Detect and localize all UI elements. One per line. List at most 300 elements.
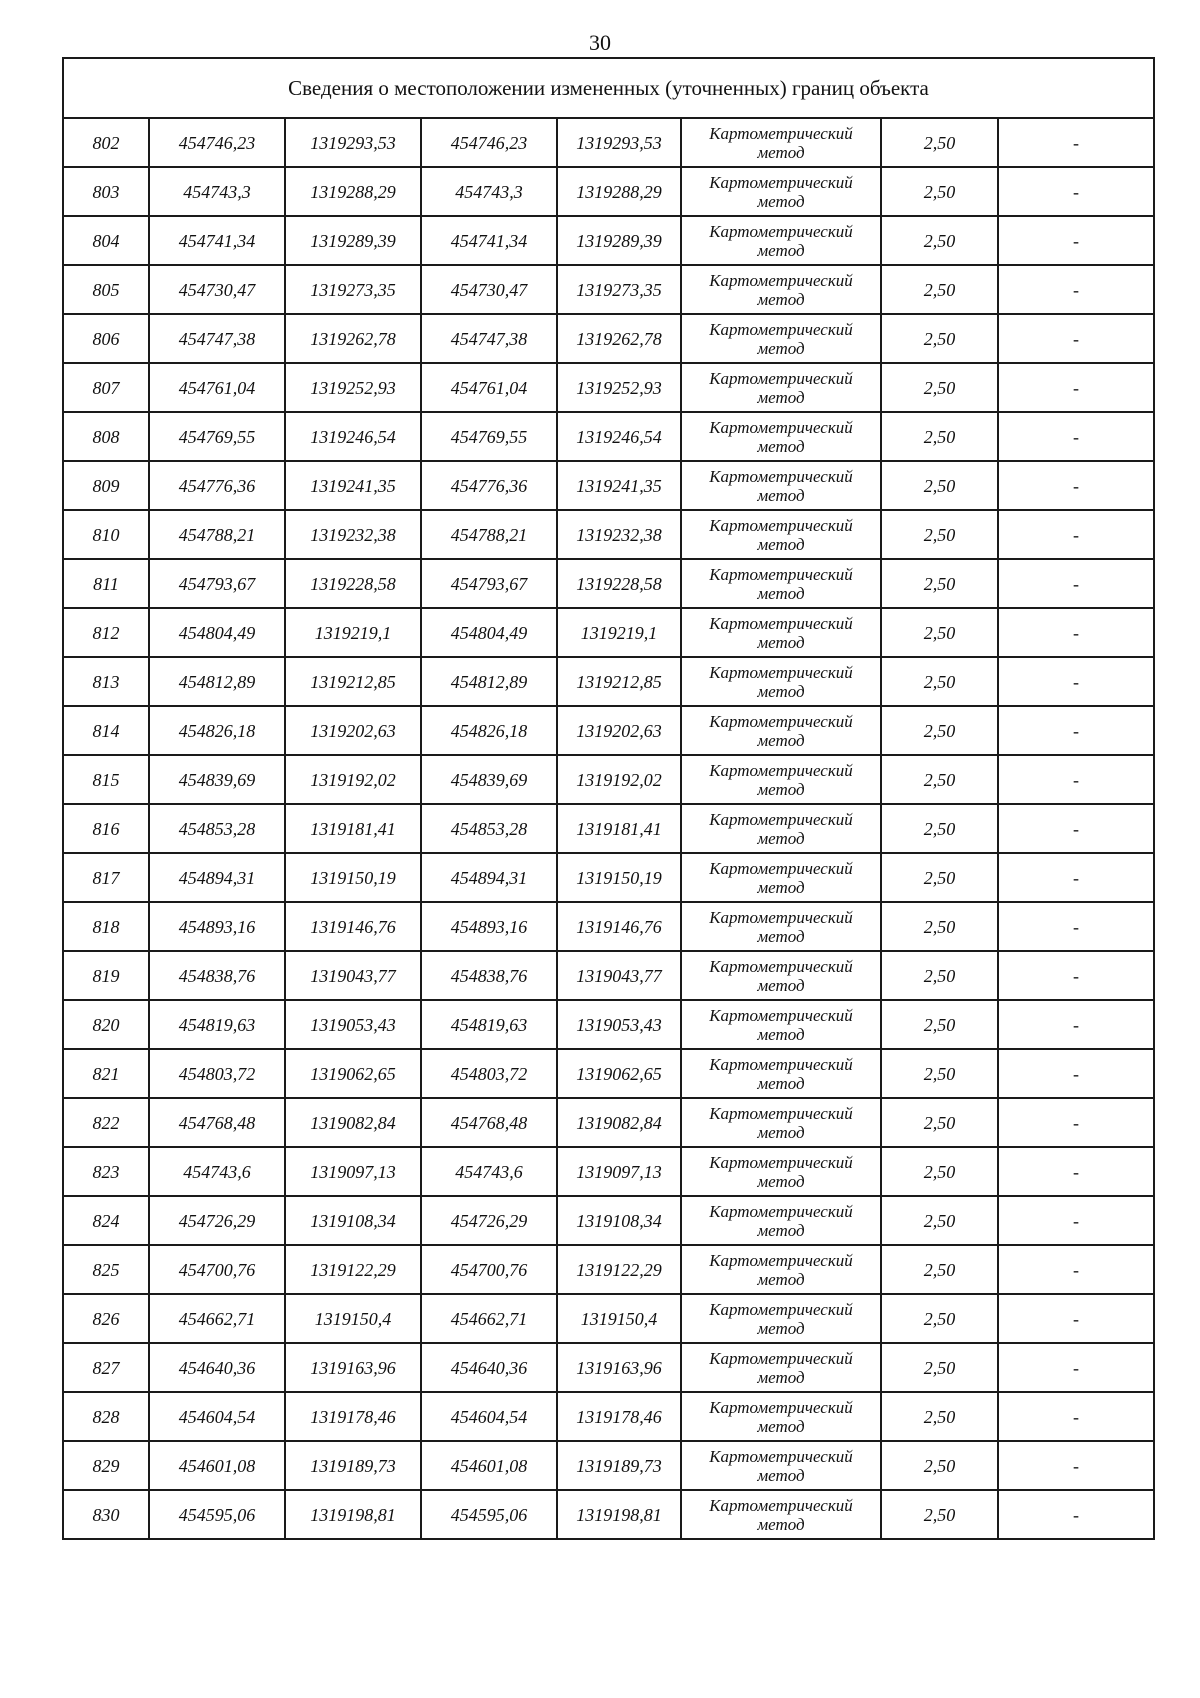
refined-y-cell: 1319163,96: [557, 1343, 681, 1392]
method-cell: [681, 755, 881, 804]
refined-y-cell: 1319062,65: [557, 1049, 681, 1098]
existing-y-cell: 1319097,13: [285, 1147, 421, 1196]
point-number-cell: 813: [63, 657, 149, 706]
point-number-cell: 825: [63, 1245, 149, 1294]
method-line-1: Картометрический: [709, 466, 853, 486]
method-line-1: Картометрический: [709, 1054, 853, 1074]
table-body: [63, 118, 1154, 1539]
existing-y-cell: 1319150,4: [285, 1294, 421, 1343]
refined-y-cell: 1319219,1: [557, 608, 681, 657]
method-line-2: метод: [757, 1171, 805, 1191]
accuracy-cell: 2,50: [881, 902, 998, 951]
existing-x-cell: 454788,21: [149, 510, 285, 559]
table-row: [63, 363, 1154, 412]
existing-x-cell: 454776,36: [149, 461, 285, 510]
method-line-2: метод: [757, 1269, 805, 1289]
refined-y-cell: 1319082,84: [557, 1098, 681, 1147]
method-cell: [681, 265, 881, 314]
method-cell: [681, 853, 881, 902]
refined-y-cell: 1319150,4: [557, 1294, 681, 1343]
existing-y-cell: 1319122,29: [285, 1245, 421, 1294]
table-row: [63, 1098, 1154, 1147]
method-line-2: метод: [757, 1367, 805, 1387]
existing-x-cell: 454595,06: [149, 1490, 285, 1539]
existing-x-cell: 454730,47: [149, 265, 285, 314]
refined-x-cell: 454838,76: [421, 951, 557, 1000]
point-number-cell: 819: [63, 951, 149, 1000]
point-number-cell: 809: [63, 461, 149, 510]
accuracy-cell: 2,50: [881, 755, 998, 804]
description-cell: -: [998, 1147, 1154, 1196]
refined-y-cell: 1319273,35: [557, 265, 681, 314]
point-number-cell: 806: [63, 314, 149, 363]
table-row: [63, 1147, 1154, 1196]
refined-x-cell: 454839,69: [421, 755, 557, 804]
point-number-cell: 824: [63, 1196, 149, 1245]
method-line-2: метод: [757, 779, 805, 799]
description-cell: -: [998, 363, 1154, 412]
existing-x-cell: 454604,54: [149, 1392, 285, 1441]
existing-y-cell: 1319062,65: [285, 1049, 421, 1098]
method-cell: [681, 1294, 881, 1343]
method-cell: [681, 1098, 881, 1147]
point-number-cell: 826: [63, 1294, 149, 1343]
table-row: [63, 657, 1154, 706]
method-line-1: Картометрический: [709, 956, 853, 976]
point-number-cell: 822: [63, 1098, 149, 1147]
accuracy-cell: 2,50: [881, 265, 998, 314]
point-number-cell: 802: [63, 118, 149, 167]
table-row: [63, 314, 1154, 363]
table-row: [63, 608, 1154, 657]
existing-x-cell: 454746,23: [149, 118, 285, 167]
refined-y-cell: 1319150,19: [557, 853, 681, 902]
table-row: [63, 265, 1154, 314]
table-row: [63, 1343, 1154, 1392]
refined-y-cell: 1319232,38: [557, 510, 681, 559]
description-cell: -: [998, 1392, 1154, 1441]
existing-x-cell: 454819,63: [149, 1000, 285, 1049]
table-row: [63, 1196, 1154, 1245]
method-cell: [681, 1049, 881, 1098]
point-number-cell: 823: [63, 1147, 149, 1196]
description-cell: -: [998, 1441, 1154, 1490]
method-line-2: метод: [757, 240, 805, 260]
method-line-1: Картометрический: [709, 1005, 853, 1025]
description-cell: -: [998, 608, 1154, 657]
table-row: [63, 412, 1154, 461]
method-cell: [681, 510, 881, 559]
method-line-2: метод: [757, 877, 805, 897]
accuracy-cell: 2,50: [881, 853, 998, 902]
method-cell: [681, 412, 881, 461]
existing-y-cell: 1319192,02: [285, 755, 421, 804]
table-row: [63, 118, 1154, 167]
existing-x-cell: 454662,71: [149, 1294, 285, 1343]
existing-y-cell: 1319202,63: [285, 706, 421, 755]
table-row: [63, 1392, 1154, 1441]
refined-x-cell: 454803,72: [421, 1049, 557, 1098]
method-line-2: метод: [757, 1318, 805, 1338]
existing-x-cell: 454769,55: [149, 412, 285, 461]
method-line-2: метод: [757, 632, 805, 652]
description-cell: -: [998, 951, 1154, 1000]
accuracy-cell: 2,50: [881, 1147, 998, 1196]
method-line-1: Картометрический: [709, 858, 853, 878]
point-number-cell: 812: [63, 608, 149, 657]
refined-y-cell: 1319192,02: [557, 755, 681, 804]
method-cell: [681, 706, 881, 755]
existing-y-cell: 1319288,29: [285, 167, 421, 216]
refined-x-cell: 454726,29: [421, 1196, 557, 1245]
existing-y-cell: 1319232,38: [285, 510, 421, 559]
method-line-2: метод: [757, 1024, 805, 1044]
refined-x-cell: 454776,36: [421, 461, 557, 510]
table-row: [63, 559, 1154, 608]
accuracy-cell: 2,50: [881, 412, 998, 461]
existing-x-cell: 454761,04: [149, 363, 285, 412]
table-row: [63, 804, 1154, 853]
method-line-2: метод: [757, 1073, 805, 1093]
description-cell: -: [998, 461, 1154, 510]
method-line-1: Картометрический: [709, 368, 853, 388]
refined-y-cell: 1319262,78: [557, 314, 681, 363]
table-row: [63, 167, 1154, 216]
method-cell: [681, 1392, 881, 1441]
refined-y-cell: 1319122,29: [557, 1245, 681, 1294]
table-row: [63, 461, 1154, 510]
refined-y-cell: 1319212,85: [557, 657, 681, 706]
refined-y-cell: 1319228,58: [557, 559, 681, 608]
existing-x-cell: 454747,38: [149, 314, 285, 363]
description-cell: -: [998, 1049, 1154, 1098]
existing-x-cell: 454741,34: [149, 216, 285, 265]
point-number-cell: 807: [63, 363, 149, 412]
refined-x-cell: 454601,08: [421, 1441, 557, 1490]
boundary-coordinates-table: [62, 57, 1155, 1540]
description-cell: -: [998, 804, 1154, 853]
existing-y-cell: 1319150,19: [285, 853, 421, 902]
refined-y-cell: 1319289,39: [557, 216, 681, 265]
existing-y-cell: 1319273,35: [285, 265, 421, 314]
table-row: [63, 216, 1154, 265]
point-number-cell: 808: [63, 412, 149, 461]
existing-x-cell: 454601,08: [149, 1441, 285, 1490]
existing-y-cell: 1319212,85: [285, 657, 421, 706]
table-row: [63, 706, 1154, 755]
method-line-1: Картометрический: [709, 760, 853, 780]
method-line-1: Картометрический: [709, 809, 853, 829]
existing-y-cell: 1319219,1: [285, 608, 421, 657]
method-line-2: метод: [757, 485, 805, 505]
refined-x-cell: 454730,47: [421, 265, 557, 314]
refined-y-cell: 1319178,46: [557, 1392, 681, 1441]
accuracy-cell: 2,50: [881, 804, 998, 853]
method-line-1: Картометрический: [709, 1397, 853, 1417]
method-line-2: метод: [757, 583, 805, 603]
point-number-cell: 821: [63, 1049, 149, 1098]
point-number-cell: 818: [63, 902, 149, 951]
existing-y-cell: 1319189,73: [285, 1441, 421, 1490]
table-row: [63, 902, 1154, 951]
page-number: 30: [589, 30, 611, 55]
refined-y-cell: 1319241,35: [557, 461, 681, 510]
description-cell: -: [998, 314, 1154, 363]
existing-x-cell: 454793,67: [149, 559, 285, 608]
method-line-1: Картометрический: [709, 662, 853, 682]
point-number-cell: 815: [63, 755, 149, 804]
method-line-1: Картометрический: [709, 1250, 853, 1270]
method-line-1: Картометрический: [709, 1103, 853, 1123]
accuracy-cell: 2,50: [881, 314, 998, 363]
existing-y-cell: 1319293,53: [285, 118, 421, 167]
refined-y-cell: 1319198,81: [557, 1490, 681, 1539]
method-line-2: метод: [757, 926, 805, 946]
accuracy-cell: 2,50: [881, 118, 998, 167]
existing-y-cell: 1319289,39: [285, 216, 421, 265]
method-line-1: Картометрический: [709, 1152, 853, 1172]
method-line-1: Картометрический: [709, 319, 853, 339]
accuracy-cell: 2,50: [881, 706, 998, 755]
point-number-cell: 816: [63, 804, 149, 853]
method-cell: [681, 363, 881, 412]
accuracy-cell: 2,50: [881, 1294, 998, 1343]
existing-y-cell: 1319146,76: [285, 902, 421, 951]
description-cell: -: [998, 412, 1154, 461]
method-cell: [681, 314, 881, 363]
refined-y-cell: 1319146,76: [557, 902, 681, 951]
refined-x-cell: 454662,71: [421, 1294, 557, 1343]
method-line-1: Картометрический: [709, 221, 853, 241]
table-row: [63, 755, 1154, 804]
description-cell: -: [998, 657, 1154, 706]
description-cell: -: [998, 510, 1154, 559]
refined-x-cell: 454853,28: [421, 804, 557, 853]
accuracy-cell: 2,50: [881, 461, 998, 510]
method-line-1: Картометрический: [709, 613, 853, 633]
point-number-cell: 817: [63, 853, 149, 902]
existing-x-cell: 454812,89: [149, 657, 285, 706]
accuracy-cell: 2,50: [881, 1343, 998, 1392]
refined-y-cell: 1319097,13: [557, 1147, 681, 1196]
method-cell: [681, 118, 881, 167]
refined-x-cell: 454793,67: [421, 559, 557, 608]
existing-x-cell: 454743,6: [149, 1147, 285, 1196]
table-row: [63, 1245, 1154, 1294]
method-line-1: Картометрический: [709, 1299, 853, 1319]
refined-x-cell: 454746,23: [421, 118, 557, 167]
refined-y-cell: 1319043,77: [557, 951, 681, 1000]
method-cell: [681, 1343, 881, 1392]
refined-x-cell: 454747,38: [421, 314, 557, 363]
refined-x-cell: 454788,21: [421, 510, 557, 559]
method-cell: [681, 1147, 881, 1196]
existing-x-cell: 454838,76: [149, 951, 285, 1000]
refined-x-cell: 454804,49: [421, 608, 557, 657]
method-line-2: метод: [757, 681, 805, 701]
description-cell: -: [998, 706, 1154, 755]
method-line-1: Картометрический: [709, 1348, 853, 1368]
accuracy-cell: 2,50: [881, 559, 998, 608]
refined-x-cell: 454741,34: [421, 216, 557, 265]
table-title: Сведения о местоположении измененных (уточненных) границ объекта: [63, 58, 1154, 118]
existing-x-cell: 454803,72: [149, 1049, 285, 1098]
method-cell: [681, 559, 881, 608]
existing-x-cell: 454804,49: [149, 608, 285, 657]
refined-x-cell: 454743,6: [421, 1147, 557, 1196]
refined-y-cell: 1319252,93: [557, 363, 681, 412]
refined-x-cell: 454769,55: [421, 412, 557, 461]
description-cell: -: [998, 1245, 1154, 1294]
point-number-cell: 811: [63, 559, 149, 608]
method-cell: [681, 216, 881, 265]
method-line-2: метод: [757, 975, 805, 995]
refined-y-cell: 1319202,63: [557, 706, 681, 755]
method-cell: [681, 657, 881, 706]
method-line-2: метод: [757, 1465, 805, 1485]
accuracy-cell: 2,50: [881, 657, 998, 706]
existing-x-cell: 454893,16: [149, 902, 285, 951]
point-number-cell: 810: [63, 510, 149, 559]
refined-x-cell: 454595,06: [421, 1490, 557, 1539]
description-cell: -: [998, 167, 1154, 216]
existing-x-cell: 454726,29: [149, 1196, 285, 1245]
method-line-1: Картометрический: [709, 564, 853, 584]
accuracy-cell: 2,50: [881, 167, 998, 216]
refined-x-cell: 454700,76: [421, 1245, 557, 1294]
table-row: [63, 1000, 1154, 1049]
method-line-2: метод: [757, 338, 805, 358]
method-line-1: Картометрический: [709, 172, 853, 192]
method-line-2: метод: [757, 828, 805, 848]
refined-y-cell: 1319246,54: [557, 412, 681, 461]
existing-y-cell: 1319246,54: [285, 412, 421, 461]
description-cell: -: [998, 853, 1154, 902]
accuracy-cell: 2,50: [881, 363, 998, 412]
existing-x-cell: 454700,76: [149, 1245, 285, 1294]
method-cell: [681, 1000, 881, 1049]
description-cell: -: [998, 265, 1154, 314]
accuracy-cell: 2,50: [881, 1441, 998, 1490]
method-cell: [681, 951, 881, 1000]
method-line-2: метод: [757, 289, 805, 309]
method-line-2: метод: [757, 534, 805, 554]
accuracy-cell: 2,50: [881, 1098, 998, 1147]
existing-y-cell: 1319181,41: [285, 804, 421, 853]
refined-y-cell: 1319293,53: [557, 118, 681, 167]
table-row: [63, 951, 1154, 1000]
table-title-row: [63, 58, 1154, 118]
existing-x-cell: 454768,48: [149, 1098, 285, 1147]
method-line-1: Картометрический: [709, 123, 853, 143]
description-cell: -: [998, 118, 1154, 167]
existing-y-cell: 1319043,77: [285, 951, 421, 1000]
method-cell: [681, 608, 881, 657]
description-cell: -: [998, 902, 1154, 951]
method-cell: [681, 902, 881, 951]
method-cell: [681, 1196, 881, 1245]
table-row: [63, 1049, 1154, 1098]
method-line-1: Картометрический: [709, 711, 853, 731]
description-cell: -: [998, 1294, 1154, 1343]
existing-y-cell: 1319082,84: [285, 1098, 421, 1147]
method-cell: [681, 804, 881, 853]
existing-y-cell: 1319198,81: [285, 1490, 421, 1539]
refined-x-cell: 454819,63: [421, 1000, 557, 1049]
refined-x-cell: 454893,16: [421, 902, 557, 951]
method-line-1: Картометрический: [709, 1446, 853, 1466]
accuracy-cell: 2,50: [881, 608, 998, 657]
refined-y-cell: 1319108,34: [557, 1196, 681, 1245]
refined-y-cell: 1319181,41: [557, 804, 681, 853]
refined-y-cell: 1319288,29: [557, 167, 681, 216]
table-row: [63, 1294, 1154, 1343]
point-number-cell: 830: [63, 1490, 149, 1539]
method-line-2: метод: [757, 191, 805, 211]
accuracy-cell: 2,50: [881, 1000, 998, 1049]
method-line-2: метод: [757, 1220, 805, 1240]
table-row: [63, 510, 1154, 559]
existing-x-cell: 454853,28: [149, 804, 285, 853]
refined-x-cell: 454743,3: [421, 167, 557, 216]
existing-x-cell: 454826,18: [149, 706, 285, 755]
point-number-cell: 828: [63, 1392, 149, 1441]
table-row: [63, 1441, 1154, 1490]
method-cell: [681, 1441, 881, 1490]
accuracy-cell: 2,50: [881, 951, 998, 1000]
refined-x-cell: 454894,31: [421, 853, 557, 902]
point-number-cell: 829: [63, 1441, 149, 1490]
existing-x-cell: 454640,36: [149, 1343, 285, 1392]
existing-y-cell: 1319241,35: [285, 461, 421, 510]
method-line-1: Картометрический: [709, 515, 853, 535]
description-cell: -: [998, 1196, 1154, 1245]
description-cell: -: [998, 1490, 1154, 1539]
refined-x-cell: 454640,36: [421, 1343, 557, 1392]
table-row: [63, 1490, 1154, 1539]
existing-y-cell: 1319228,58: [285, 559, 421, 608]
existing-x-cell: 454894,31: [149, 853, 285, 902]
description-cell: -: [998, 1098, 1154, 1147]
refined-x-cell: 454826,18: [421, 706, 557, 755]
method-line-2: метод: [757, 142, 805, 162]
method-cell: [681, 461, 881, 510]
refined-x-cell: 454812,89: [421, 657, 557, 706]
accuracy-cell: 2,50: [881, 1245, 998, 1294]
accuracy-cell: 2,50: [881, 1049, 998, 1098]
method-cell: [681, 1245, 881, 1294]
description-cell: -: [998, 216, 1154, 265]
existing-y-cell: 1319252,93: [285, 363, 421, 412]
refined-x-cell: 454768,48: [421, 1098, 557, 1147]
point-number-cell: 820: [63, 1000, 149, 1049]
accuracy-cell: 2,50: [881, 1196, 998, 1245]
point-number-cell: 827: [63, 1343, 149, 1392]
accuracy-cell: 2,50: [881, 510, 998, 559]
method-cell: [681, 167, 881, 216]
existing-y-cell: 1319178,46: [285, 1392, 421, 1441]
description-cell: -: [998, 755, 1154, 804]
point-number-cell: 803: [63, 167, 149, 216]
method-line-1: Картометрический: [709, 1495, 853, 1515]
existing-x-cell: 454743,3: [149, 167, 285, 216]
point-number-cell: 805: [63, 265, 149, 314]
accuracy-cell: 2,50: [881, 216, 998, 265]
description-cell: -: [998, 1343, 1154, 1392]
accuracy-cell: 2,50: [881, 1490, 998, 1539]
refined-y-cell: 1319053,43: [557, 1000, 681, 1049]
description-cell: -: [998, 559, 1154, 608]
